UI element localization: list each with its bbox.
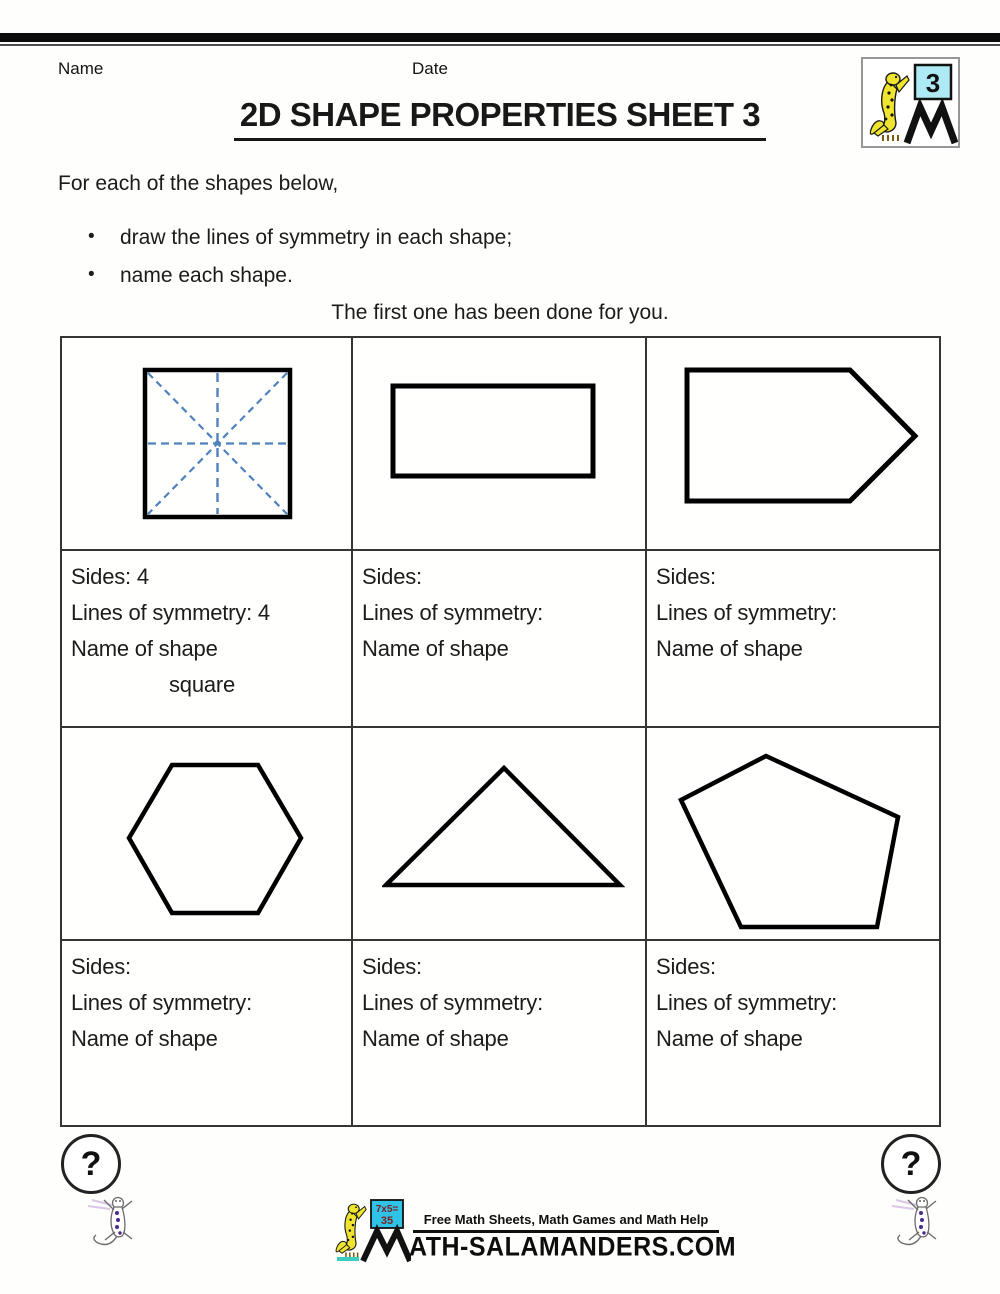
date-label: Date bbox=[412, 59, 448, 78]
m-logo-icon bbox=[363, 1231, 410, 1261]
name-of-shape-label: Name of shape bbox=[656, 1026, 803, 1051]
bullet-text: name each shape. bbox=[120, 264, 293, 287]
title-wrap bbox=[0, 96, 1000, 141]
platform bbox=[337, 1257, 359, 1261]
answer-text: square bbox=[169, 672, 236, 697]
sides-label: Sides: bbox=[362, 564, 422, 589]
sides-label: Sides: bbox=[656, 564, 716, 589]
bullet-text: draw the lines of symmetry in each shape; bbox=[120, 226, 513, 249]
hexagon-shape bbox=[125, 761, 306, 918]
name-of-shape-label: Name of shape bbox=[656, 636, 803, 661]
footer-brand-logo bbox=[333, 1199, 736, 1263]
intro-text: For each of the shapes below, bbox=[58, 172, 339, 195]
square-with-symmetry-lines-shape bbox=[141, 366, 294, 521]
symmetry-label: Lines of symmetry: bbox=[71, 990, 253, 1015]
rectangle-shape bbox=[389, 382, 599, 482]
bullet-icon: • bbox=[88, 264, 95, 285]
shape-cell-square bbox=[62, 338, 353, 551]
brand-row bbox=[409, 1231, 737, 1263]
top-black-bar bbox=[0, 33, 1000, 42]
name-label: Name bbox=[58, 59, 104, 78]
symmetry-label: Lines of symmetry: bbox=[656, 990, 838, 1015]
page-title: 2D SHAPE PROPERTIES SHEET 3 bbox=[234, 96, 766, 141]
name-of-shape-label: Name of shape bbox=[71, 636, 218, 661]
answer-cell-triangle bbox=[353, 941, 647, 1125]
shape-cell-pentagon bbox=[647, 728, 939, 941]
answer-cell-hexagon bbox=[62, 941, 353, 1125]
shape-cell-triangle bbox=[353, 728, 647, 941]
board-line2: 35 bbox=[380, 1215, 394, 1227]
footer-text-col bbox=[409, 1212, 737, 1263]
sides-label: Sides: bbox=[656, 954, 716, 979]
footer-tagline: Free Math Sheets, Math Games and Math Help bbox=[423, 1212, 709, 1227]
pentagon-shape bbox=[677, 752, 903, 932]
bullet-item bbox=[88, 226, 512, 250]
name-of-shape-label: Name of shape bbox=[362, 636, 509, 661]
question-circle-left: ? bbox=[61, 1134, 121, 1194]
bullet-icon: • bbox=[88, 226, 95, 247]
shape-cell-rectangle bbox=[353, 338, 647, 551]
helper-gecko-left-icon bbox=[76, 1192, 148, 1248]
top-thin-rule bbox=[0, 44, 1000, 46]
symmetry-label: Lines of symmetry: bbox=[362, 990, 544, 1015]
arrow-pentagon-shape bbox=[683, 366, 923, 506]
symmetry-label: Lines of symmetry: 4 bbox=[71, 600, 270, 625]
answer-cell-arrow-pentagon bbox=[647, 551, 939, 728]
symmetry-label: Lines of symmetry: bbox=[362, 600, 544, 625]
sides-label: Sides: bbox=[362, 954, 422, 979]
answer-cell-square bbox=[62, 551, 353, 728]
answer-cell-pentagon bbox=[647, 941, 939, 1125]
sides-label: Sides: bbox=[71, 954, 131, 979]
bullet-item bbox=[88, 264, 293, 288]
shape-cell-hexagon bbox=[62, 728, 353, 941]
note-text: The first one has been done for you. bbox=[331, 301, 669, 324]
board-line1: 7x5= bbox=[375, 1204, 399, 1215]
question-circle-right: ? bbox=[881, 1134, 941, 1194]
name-of-shape-label: Name of shape bbox=[362, 1026, 509, 1051]
triangle-shape bbox=[382, 764, 625, 890]
shape-cell-arrow-pentagon bbox=[647, 338, 939, 551]
helper-gecko-right-icon bbox=[884, 1192, 948, 1248]
brand-text: ATH-SALAMANDERS.COM bbox=[409, 1231, 737, 1262]
footer-salamander-art bbox=[333, 1199, 411, 1263]
symmetry-label: Lines of symmetry: bbox=[656, 600, 838, 625]
grade-number: 3 bbox=[925, 68, 941, 98]
worksheet-table bbox=[60, 336, 941, 1127]
name-of-shape-label: Name of shape bbox=[71, 1026, 218, 1051]
sides-label: Sides: 4 bbox=[71, 564, 149, 589]
salamander-icon bbox=[336, 1204, 366, 1257]
answer-cell-rectangle bbox=[353, 551, 647, 728]
